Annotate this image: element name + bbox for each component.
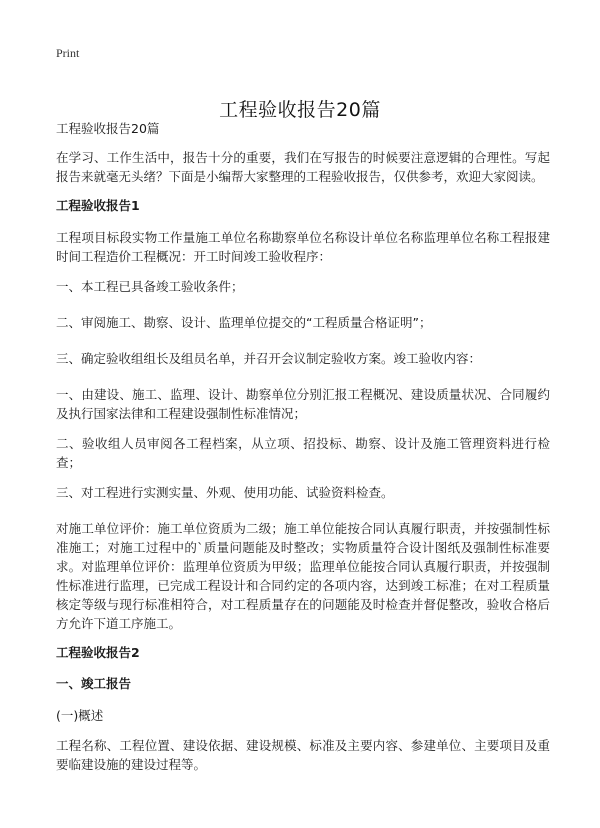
paragraph: 三、对工程进行实测实量、外观、使用功能、试验资料检查。 [56, 485, 394, 500]
intro-paragraph: 在学习、工作生活中，报告十分的重要，我们在写报告的时候要注意逻辑的合理性。写起报告来就毫无头绪？下面是小编帮大家整理的工程验收报告，仅供参考，欢迎大家阅读。 [56, 150, 550, 184]
section-heading-1: 工程验收报告1 [56, 198, 140, 213]
page-title: 工程验收报告20篇 [219, 98, 381, 121]
section-heading-2: 工程验收报告2 [56, 645, 140, 660]
paragraph: 一、本工程已具备竣工验收条件； [56, 279, 244, 294]
subsection-heading: 一、竣工报告 [56, 676, 132, 691]
print-label: Print [56, 46, 80, 60]
document-subtitle: 工程验收报告20篇 [56, 121, 160, 136]
paragraph: 工程项目标段实物工作量施工单位名称勘察单位名称设计单位名称监理单位名称工程报建时间工程造价工程概况：开工时间竣工验收程序： [56, 230, 550, 264]
paragraph: (一)概述 [56, 708, 104, 723]
paragraph: 二、审阅施工、勘察、设计、监理单位提交的“工程质量合格证明”； [56, 315, 432, 330]
paragraph: 工程名称、工程位置、建设依据、建设规模、标准及主要内容、参建单位、主要项目及重要临建设施的建设过程等。 [56, 738, 550, 772]
document-body [56, 121, 550, 785]
paragraph: 三、确定验收组组长及组员名单，并召开会议制定验收方案。竣工验收内容： [56, 351, 482, 366]
paragraph: 对施工单位评价：施工单位资质为二级；施工单位能按合同认真履行职责，并按强制性标准施工；对施工过程中的`质量问题能及时整改；实物质量符合设计图纸及强制性标准要求。对监理单位评价：监理单位资质为甲级；监理单位能按合同认真履行职责，并按强制性标准进行监理，已完成工程设计和合同约定的各项内容，达到竣工标准；在对工程质量核定等级与现行标准相符合，对工程质量存在的问题能及时检查并督促整改，验收合格后方允许下道工序施工。 [56, 521, 550, 631]
paragraph: 二、验收组人员审阅各工程档案，从立项、招投标、勘察、设计及施工管理资料进行检查； [56, 436, 550, 470]
paragraph: 一、由建设、施工、监理、设计、勘察单位分别汇报工程概况、建设质量状况、合同履约及执行国家法律和工程建设强制性标准情况； [56, 387, 550, 421]
